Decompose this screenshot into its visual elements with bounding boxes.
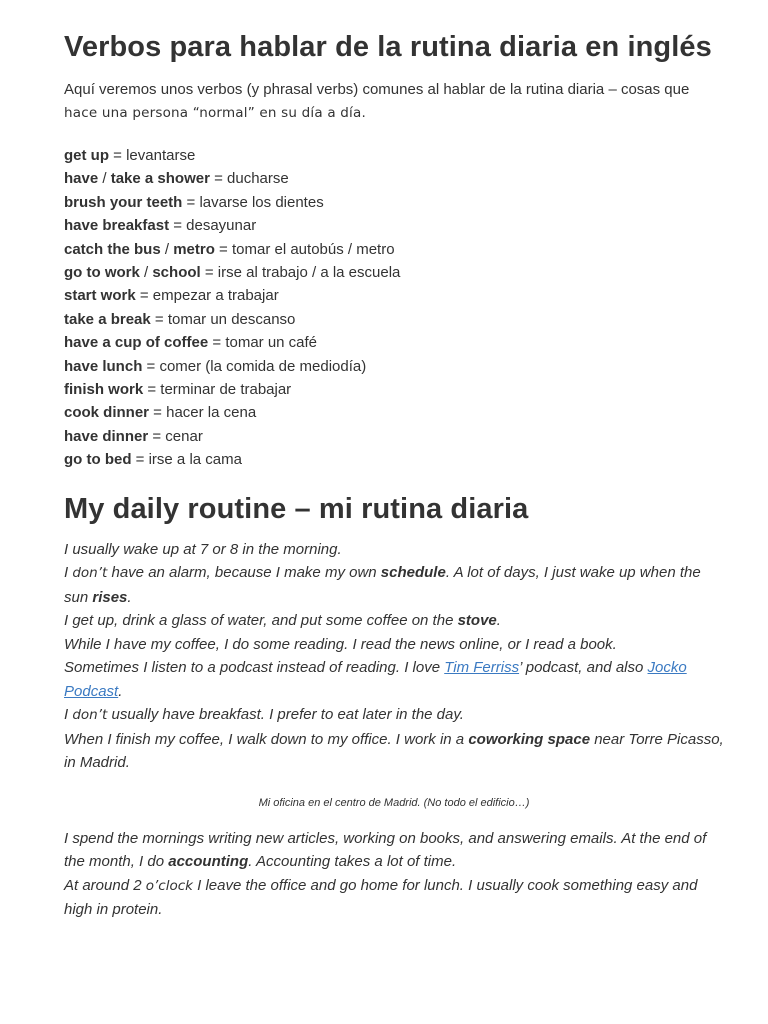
story-paragraph: I don’t have an alarm, because I make my own schedule. A lot of days, I just wake up when the sun rises.: [64, 564, 701, 606]
intro-line-1: Aquí veremos unos verbos (y phrasal verbs) comunes al hablar de la rutina diaria – cosas que: [64, 81, 690, 98]
vocab-item: get up = levantarse: [64, 147, 196, 164]
intro-line-2: hace una persona “normal” en su día a día.: [64, 105, 366, 121]
story-paragraph: I usually wake up at 7 or 8 in the morning.: [64, 540, 342, 558]
daily-routine-text-2: [64, 827, 724, 922]
tim-ferriss-link[interactable]: Tim Ferriss: [444, 659, 520, 677]
article: [64, 28, 724, 922]
story-paragraph: At around 2 o’clock I leave the office and go home for lunch. I usually cook something easy and high in protein.: [64, 876, 698, 919]
vocab-item: have breakfast = desayunar: [64, 217, 257, 235]
vocab-item: go to bed = irse a la cama: [64, 451, 242, 469]
vocab-item: go to work / school = irse al trabajo / a la escuela: [64, 264, 401, 282]
story-paragraph: I get up, drink a glass of water, and put some coffee on the stove.: [64, 612, 501, 630]
page-title: Verbos para hablar de la rutina diaria en inglés: [64, 31, 712, 63]
vocab-item: have lunch = comer (la comida de mediodía): [64, 357, 367, 375]
vocab-item: start work = empezar a trabajar: [64, 287, 279, 305]
vocab-item: have a cup of coffee = tomar un café: [64, 334, 318, 352]
story-paragraph: Sometimes I listen to a podcast instead of reading. I love Tim Ferriss’ podcast, and also Jocko Podcast.: [64, 659, 687, 700]
story-paragraph: While I have my coffee, I do some reading. I read the news online, or I read a book.: [64, 635, 617, 653]
vocab-item: finish work = terminar de trabajar: [64, 381, 292, 399]
vocab-item: catch the bus / metro = tomar el autobús / metro: [64, 240, 395, 258]
vocabulary-list: [64, 144, 724, 472]
vocab-item: brush your teeth = lavarse los dientes: [64, 193, 324, 211]
vocab-item: have dinner = cenar: [64, 427, 203, 445]
section-title: My daily routine – mi rutina diaria: [64, 492, 529, 525]
story-paragraph: I spend the mornings writing new articles, working on books, and answering emails. At the end of the month, I do accounting. Accounting takes a lot of time.: [64, 829, 707, 871]
image-caption: Mi oficina en el centro de Madrid. (No todo el edificio…): [258, 796, 530, 809]
vocab-item: cook dinner = hacer la cena: [64, 404, 257, 422]
vocab-item: have / take a shower = ducharse: [64, 170, 289, 188]
intro-paragraph: [64, 78, 724, 125]
vocab-item: take a break = tomar un descanso: [64, 310, 296, 328]
story-paragraph: I don’t usually have breakfast. I prefer to eat later in the day.: [64, 706, 464, 724]
jocko-podcast-link[interactable]: Jocko Podcast: [64, 659, 687, 700]
daily-routine-text: [64, 538, 724, 775]
story-paragraph: When I finish my coffee, I walk down to my office. I work in a coworking space near Torre Picasso, in Madrid.: [64, 730, 724, 772]
